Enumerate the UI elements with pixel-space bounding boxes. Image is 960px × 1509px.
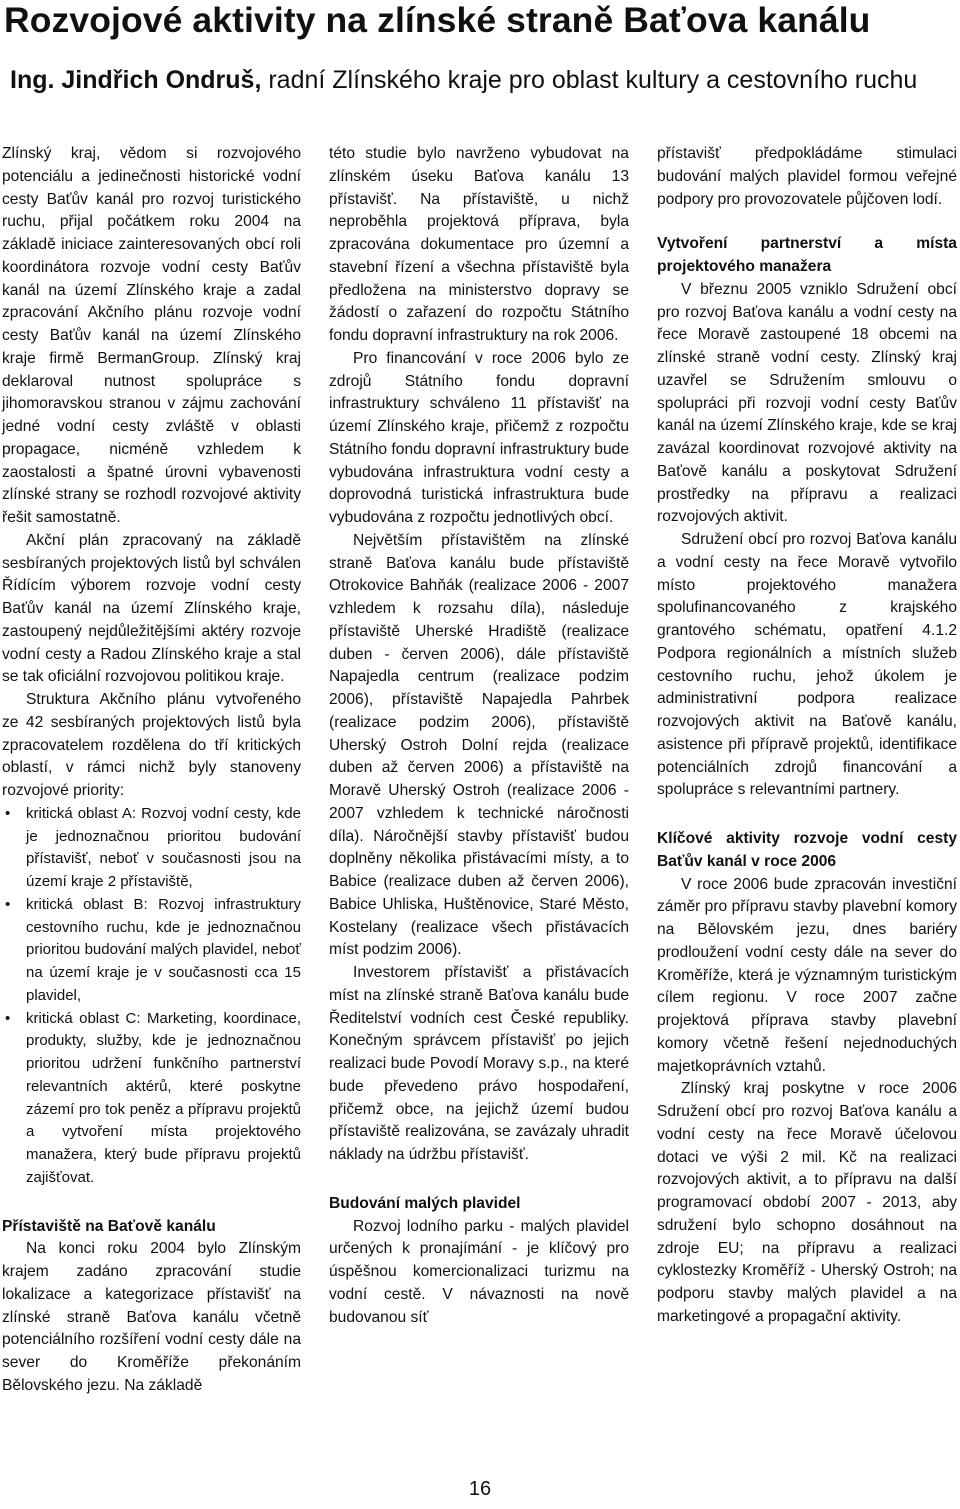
page-number: 16 [468, 1478, 492, 1500]
list-item [2, 894, 301, 1008]
article-column-1 [2, 143, 301, 1398]
paragraph: Pro financování v roce 2006 bylo ze zdrojů Státního fondu dopravní infrastruktury schváleno 11 přístavišť na území Zlínského kraje, přičemž z rozpočtu Státního fondu dopravní infrastruktury bude vybudována infrastruktura vodní cesty a doprovodná turistická infrastruktura bude vybudována z rozpočtu jednotlivých obcí. [329, 349, 629, 526]
priority-list [2, 803, 301, 1190]
paragraph: V březnu 2005 vzniklo Sdružení obcí pro rozvoj Baťova kanálu a vodní cesty na řece Moravě zastoupené 18 obcemi na zlínské straně vodní cesty. Zlínský kraj uzavřel se Sdružením smlouvu o spolupráci při rozvoji vodní cesty Baťův kanál na území Zlínského kraje, kde se kraj zavázal koordinovat rozvojové aktivity na Baťově kanálu a poskytovat Sdružení prostředky na přípravu a realizaci rozvojových aktivit. [657, 280, 957, 526]
list-item [2, 1008, 301, 1190]
page-title: Rozvojové aktivity na zlínské straně Baťova kanálu [4, 0, 871, 40]
list-item-text: kritická oblast C: Marketing, koordinace, produkty, služby, kde je jednoznačnou prioritou udržení funkčního partnerství relevantních aktérů, které poskytne zázemí pro tok peněz a přípravu projektů a vytvoření místa projektového manažera, který bude přípravu projektů zajišťovat. [26, 1009, 301, 1186]
list-item-text: kritická oblast B: Rozvoj infrastruktury cestovního ruchu, kde je jednoznačnou prioritou budování malých plavidel, neboť na území kraje je v současnosti cca 15 plavidel, [26, 895, 301, 1004]
paragraph: Zlínský kraj poskytne v roce 2006 Sdružení obcí pro rozvoj Baťova kanálu a vodní cesty na řece Moravě účelovou dotaci ve výši 2 mil. Kč na realizaci rozvojových aktivit, a to přípravu na další programovací období 2007 - 2013, aby sdružení bylo schopno dosáhnout na zdroje EU; na přípravu a realizaci cyklostezky Kroměříž - Uherský Ostroh; na podporu stavby malých plavidel a na marketingové a propagační aktivity. [657, 1080, 957, 1325]
paragraph: Investorem přístavišť a přistávacích míst na zlínské straně Baťova kanálu bude Ředitelství vodních cest České republiky. Konečným správcem přístavišť po jejich realizaci bude Povodí Moravy s.p., na které bude převedeno právo hospodaření, přičemž obce, na jejichž území budou přístaviště realizována, se zavázaly uhradit náklady na údržbu přístavišť. [329, 964, 629, 1163]
bullet-icon: • [5, 804, 11, 822]
paragraph: této studie bylo navrženo vybudovat na zlínském úseku Baťova kanálu 13 přístavišť. Na přístaviště, u nichž neproběhla projektová příprava, byla zpracována dokumentace pro územní a stavební řízení a všechna přístaviště byla předložena na ministerstvo dopravy se žádostí o zařazení do rozpočtu Státního fondu dopravní infrastruktury na rok 2006. [329, 145, 629, 344]
paragraph: V roce 2006 bude zpracován investiční záměr pro přípravu stavby plavební komory na Bělovském jezu, dnes bariéry prodloužení vodní cesty dále na sever do Kroměříže, která je významným turistickým cílem regionu. V roce 2007 začne projektová příprava stavby plavební komory včetně řešení nejednoduchých majetkoprávních vztahů. [657, 875, 957, 1075]
article-column-2 [329, 143, 629, 1329]
paragraph: Rozvoj lodního parku - malých plavidel určených k pronajímání - je klíčový pro úspěšnou komercionalizaci turizmu na vodní cestě. V návaznosti na nově budovanou síť [329, 1217, 629, 1326]
article-column-3 [657, 143, 957, 1329]
list-item [2, 803, 301, 894]
section-heading: Vytvoření partnerství a místa projektového manažera [657, 235, 957, 275]
paragraph: Největším přístavištěm na zlínské straně Baťova kanálu bude přístaviště Otrokovice Bahňák (realizace 2006 - 2007 vzhledem k rozsahu díla), následuje přístaviště Uherské Hradiště (realizace duben - červen 2006), dále přístaviště Napajedla centrum (realizace podzim 2006), přístaviště Napajedla Pahrbek (realizace podzim 2006), přístaviště Uherský Ostroh Dolní rejda (realizace duben až červen 2006) a přístaviště na Moravě Uherský Ostroh (realizace 2006 - 2007 vzhledem k technické náročnosti díla). Náročnější stavby přístavišť budou doplněny několika přistávacími místy, a to Babice (realizace duben až červen 2006), Babice Uhliska, Huštěnovice, Staré Město, Kostelany (realizace všech přistávacích míst podzim 2006). [329, 531, 629, 959]
paragraph: Akční plán zpracovaný na základě sesbíraných projektových listů byl schválen Řídícím výborem rozvoje vodní cesty Baťův kanál na území Zlínského kraje, zastoupený nejdůležitějšími aktéry rozvoje vodní cesty a Radou Zlínského kraje a stal se tak oficiální rozvojovou politikou kraje. [2, 531, 301, 686]
section-heading: Přístaviště na Baťově kanálu [2, 1217, 216, 1235]
bullet-icon: • [5, 1009, 11, 1027]
author-role: radní Zlínského kraje pro oblast kultury a cestovního ruchu [268, 66, 918, 94]
paragraph: přístavišť předpokládáme stimulaci budování malých plavidel formou veřejné podpory pro provozovatele půjčoven lodí. [657, 145, 957, 208]
byline [10, 64, 917, 96]
paragraph: Zlínský kraj, vědom si rozvojového potenciálu a jedinečnosti historické vodní cesty Baťův kanál pro rozvoj turistického ruchu, přijal počátkem roku 2004 na základě iniciace zainteresovaných obcí roli koordinátora rozvoje vodní cesty Baťův kanál na území Zlínského kraje a zadal zpracování Akčního plánu rozvoje vodní cesty Baťův kanál na území Zlínského kraje firmě BermanGroup. Zlínský kraj deklaroval nutnost spolupráce s jihomoravskou stranou v zájmu zachování jedné vodní cesty zvláště v oblasti propagace, nicméně vzhledem k zaostalosti a špatné úrovni vybavenosti zlínské strany se rozhodl rozvojové aktivity řešit samostatně. [2, 145, 301, 526]
paragraph: Struktura Akčního plánu vytvořeného ze 42 sesbíraných projektových listů byla zpracovatelem rozdělena do tří kritických oblastí, v rámci nichž byly stanoveny rozvojové priority: [2, 691, 301, 799]
paragraph: Sdružení obcí pro rozvoj Baťova kanálu a vodní cesty na řece Moravě vytvořilo místo projektového manažera spolufinancovaného z krajského grantového schématu, opatření 4.1.2 Podpora regionálních a místních služeb cestovního ruchu, jehož úkolem je administrativní podpora realizace rozvojových aktivit na Baťově kanálu, asistence při přípravě projektů, identifikace potenciálních zdrojů financování a spolupráce s relevantními partnery. [657, 531, 957, 799]
author-name: Ing. Jindřich Ondruš, [10, 66, 262, 94]
section-heading: Budování malých plavidel [329, 1194, 521, 1212]
bullet-icon: • [5, 895, 11, 913]
section-heading: Klíčové aktivity rozvoje vodní cesty Baťův kanál v roce 2006 [657, 830, 957, 870]
paragraph: Na konci roku 2004 bylo Zlínským krajem zadáno zpracování studie lokalizace a kategorizace přístavišť na zlínské straně Baťova kanálu včetně potenciálního rozšíření vodní cesty dále na sever do Kroměříže překonáním Bělovského jezu. Na základě [2, 1240, 301, 1394]
list-item-text: kritická oblast A: Rozvoj vodní cesty, kde je jednoznačnou prioritou budování přístavišť, neboť v současnosti jsou na území kraje 2 přístaviště, [26, 804, 301, 890]
